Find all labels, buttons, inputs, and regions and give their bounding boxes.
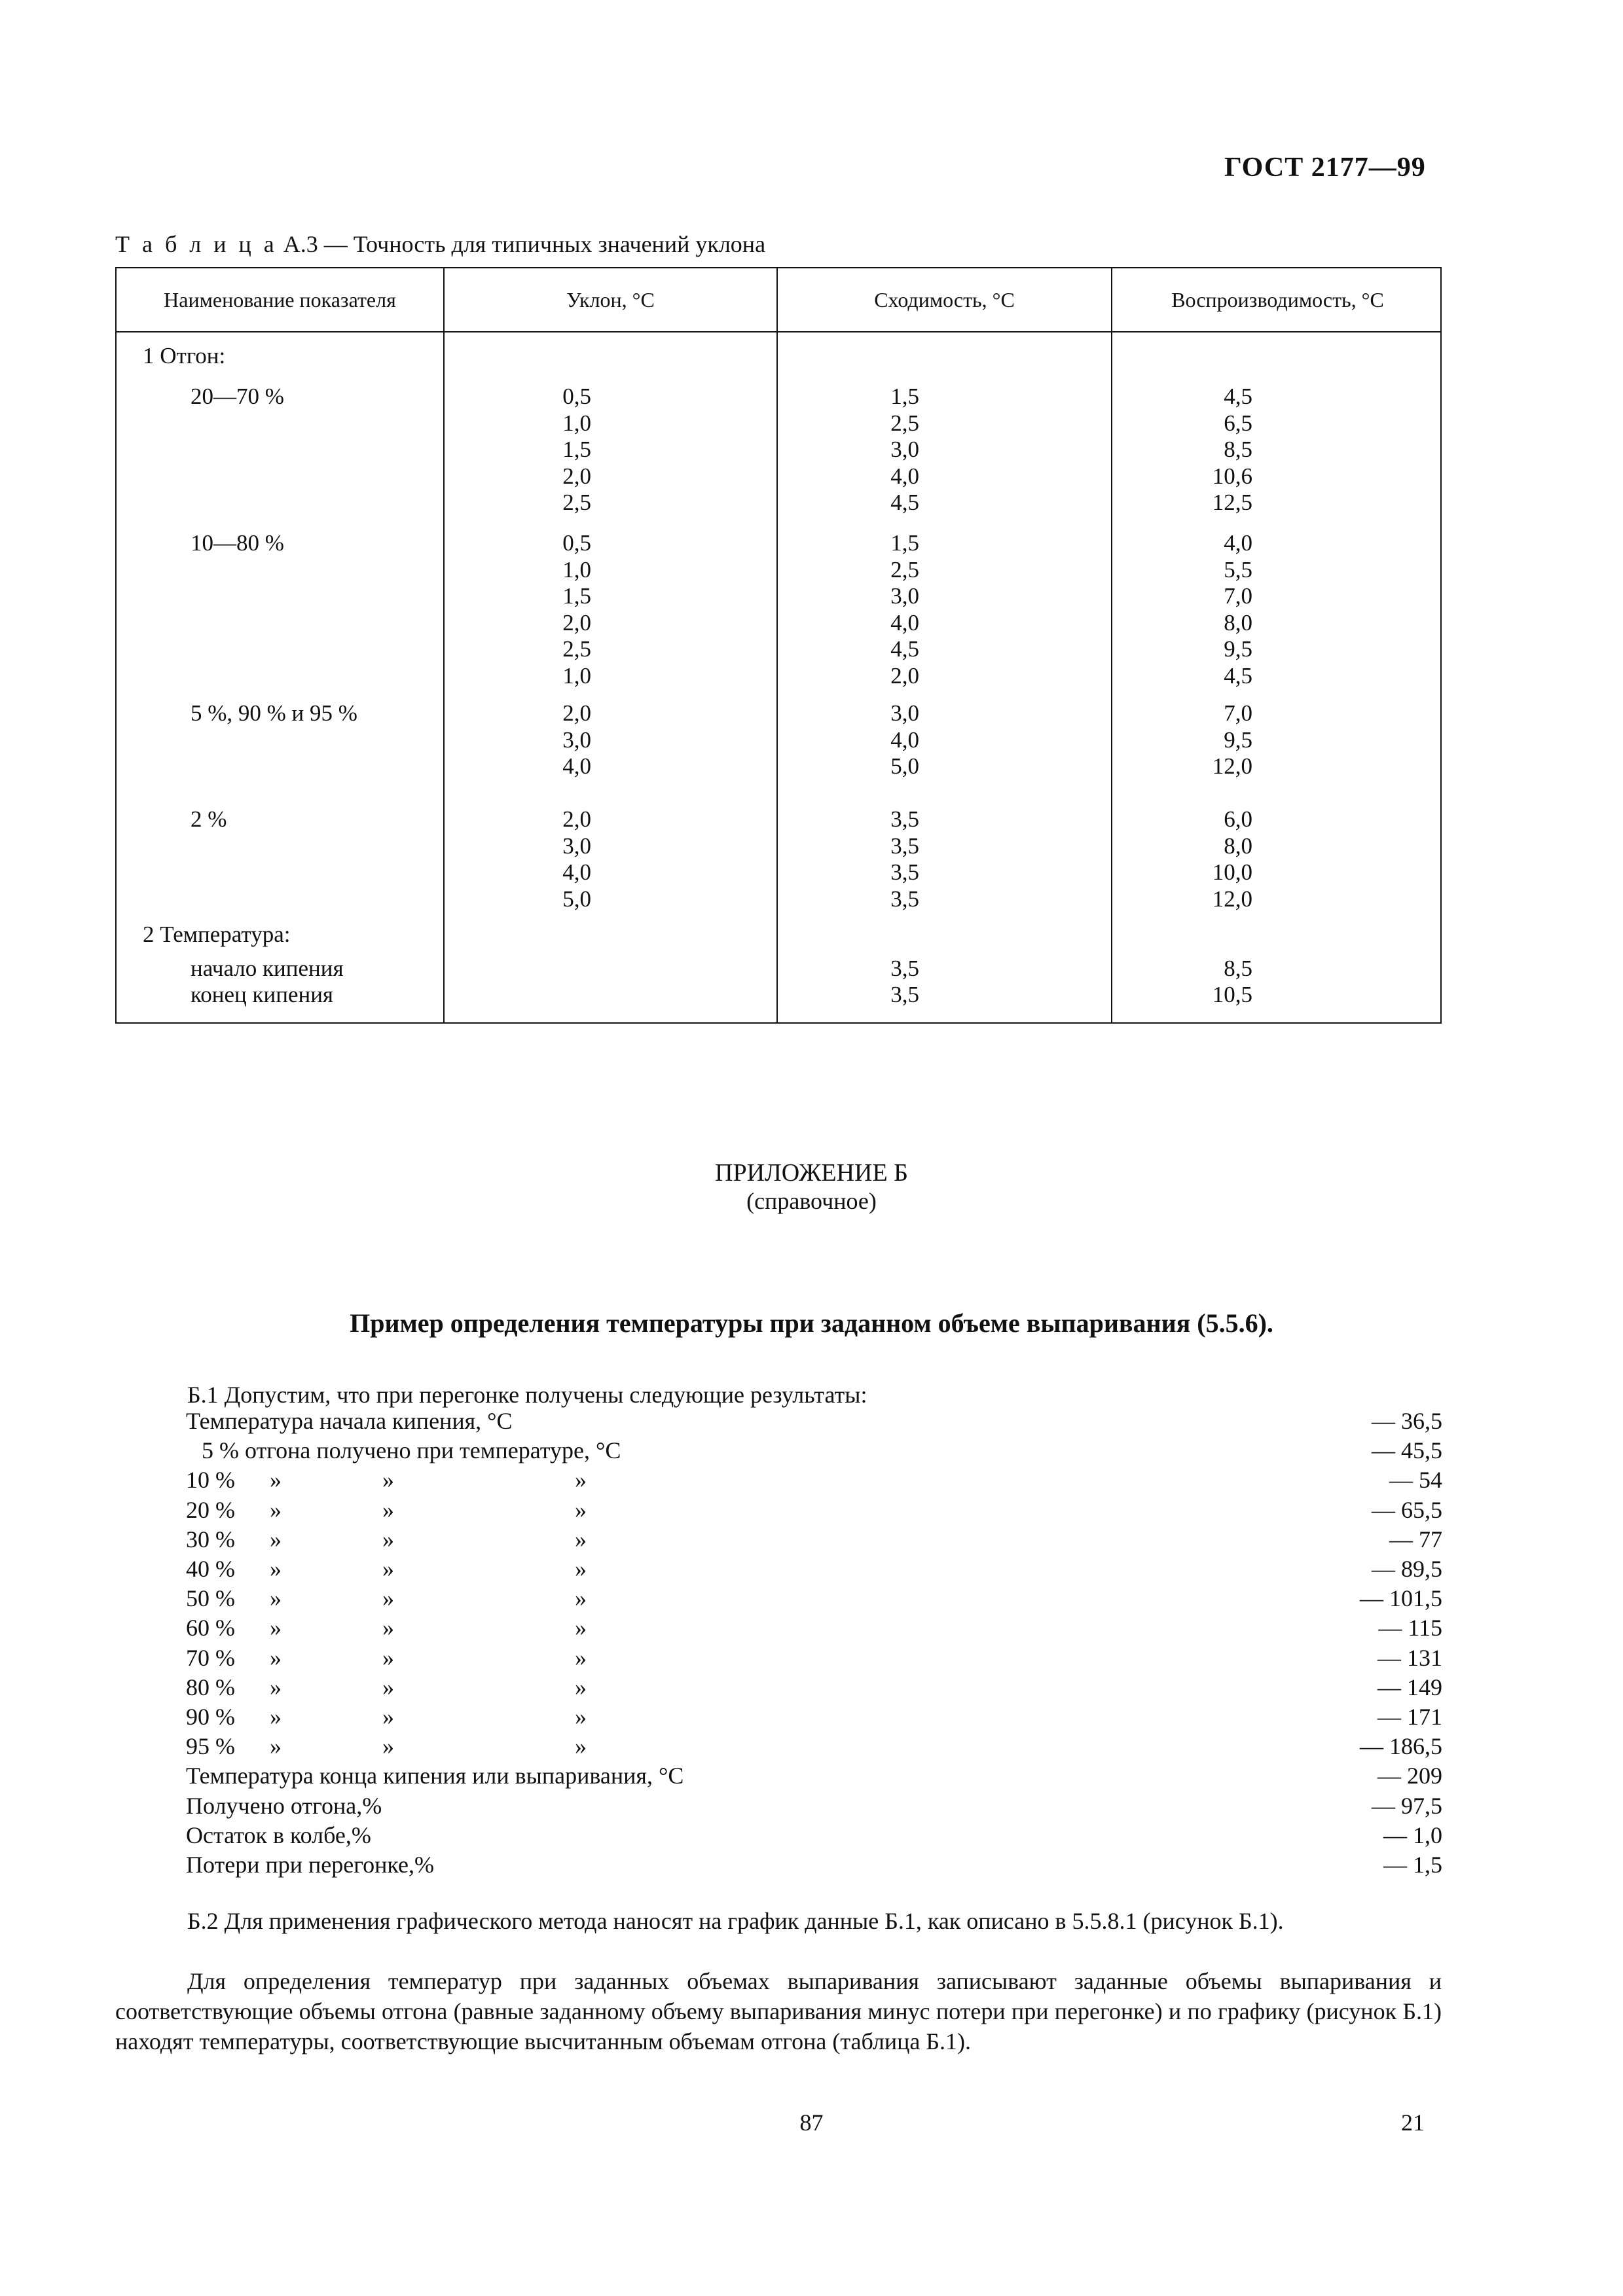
result-row: [0, 1792, 1623, 1822]
table-cell: 2,0: [562, 700, 591, 726]
result-value: — 131: [1377, 1644, 1442, 1671]
table-cell: 3,5: [890, 956, 919, 981]
result-row: [0, 1644, 1623, 1674]
ditto-mark: »: [382, 1615, 394, 1641]
appendix-subtitle: (справочное): [746, 1188, 877, 1214]
ditto-mark: »: [270, 1733, 282, 1760]
group-label: 5 %, 90 % и 95 %: [191, 700, 357, 726]
result-value: — 54: [1389, 1467, 1442, 1494]
appendix-title: ПРИЛОЖЕНИЕ Б: [715, 1159, 908, 1187]
table-cell: 9,5: [1224, 726, 1252, 753]
accuracy-table: [115, 267, 1442, 1024]
values-rep: [749, 700, 919, 780]
section-distillate: 1 Отгон:: [143, 343, 226, 368]
temp-row-label: конец кипения: [191, 982, 334, 1007]
values-slope: [421, 806, 591, 912]
table-cell: 7,0: [1224, 583, 1252, 609]
values-slope: [421, 700, 591, 780]
table-cell: 4,0: [890, 726, 919, 753]
table-cell: 4,5: [1224, 384, 1252, 409]
result-value: — 36,5: [1372, 1408, 1442, 1434]
table-cell: 5,0: [562, 886, 591, 912]
table-caption-text: А.3 — Точность для типичных значений уклона: [277, 231, 766, 257]
ditto-mark: »: [575, 1585, 587, 1612]
result-label: 50 %: [186, 1585, 235, 1612]
result-label: 95 %: [186, 1733, 235, 1760]
result-value: — 171: [1377, 1704, 1442, 1730]
table-cell: 4,0: [890, 609, 919, 636]
table-cell: 3,5: [890, 886, 919, 912]
example-title: Пример определения температуры при заданном объеме выпаривания (5.5.6).: [350, 1308, 1273, 1338]
ditto-mark: »: [270, 1615, 282, 1641]
table-cell: 1,5: [890, 384, 919, 409]
values-repro: [1082, 530, 1252, 689]
table-caption-prefix: Т а б л и ц а: [115, 231, 278, 257]
table-cell: 4,0: [890, 463, 919, 489]
table-cell: 1,5: [890, 530, 919, 556]
ditto-mark: »: [382, 1585, 394, 1612]
ditto-mark: »: [575, 1526, 587, 1552]
ditto-mark: »: [270, 1674, 282, 1700]
result-row: [0, 1703, 1623, 1733]
result-row: [0, 1674, 1623, 1704]
table-cell: 3,0: [890, 583, 919, 609]
ditto-mark: »: [575, 1496, 587, 1523]
group-label: 2 %: [191, 806, 227, 832]
table-cell: 8,0: [1224, 609, 1252, 636]
table-cell: 2,0: [562, 609, 591, 636]
result-row: [0, 1614, 1623, 1644]
result-label: 60 %: [186, 1615, 235, 1641]
table-cell: 0,5: [562, 530, 591, 556]
table-cell: 4,0: [562, 753, 591, 779]
result-value: — 209: [1377, 1763, 1442, 1789]
table-cell: 0,5: [562, 384, 591, 409]
table-cell: 3,5: [890, 982, 919, 1007]
values-slope: [421, 384, 591, 516]
table-cell: 8,5: [1224, 437, 1252, 462]
result-value: — 45,5: [1372, 1437, 1442, 1464]
table-cell: 1,5: [562, 437, 591, 462]
result-row: [0, 1555, 1623, 1585]
result-value: — 97,5: [1372, 1792, 1442, 1819]
table-cell: 2,0: [562, 806, 591, 832]
result-value: — 149: [1377, 1674, 1442, 1700]
ditto-mark: »: [270, 1585, 282, 1612]
result-label: Потери при перегонке,%: [186, 1852, 434, 1878]
table-cell: 12,0: [1212, 753, 1252, 779]
result-row: [0, 1466, 1623, 1496]
ditto-mark: »: [575, 1556, 587, 1582]
values-repro: [1082, 700, 1252, 780]
result-value: — 186,5: [1360, 1733, 1442, 1760]
result-row: [0, 1851, 1623, 1881]
result-label: Температура начала кипения, °С: [186, 1408, 513, 1434]
table-cell: 2,5: [890, 410, 919, 436]
result-value: — 101,5: [1360, 1585, 1442, 1612]
group-label: 10—80 %: [191, 530, 284, 556]
table-cell: 2,0: [890, 662, 919, 689]
result-label: 70 %: [186, 1644, 235, 1671]
ditto-mark: »: [382, 1733, 394, 1760]
table-cell: 1,0: [562, 410, 591, 436]
table-cell: 5,0: [890, 753, 919, 779]
result-row: [0, 1585, 1623, 1615]
result-label: 5 % отгона получено при температуре, °С: [202, 1437, 621, 1464]
values-rep: [749, 384, 919, 516]
table-cell: 1,0: [562, 556, 591, 583]
table-cell: 6,5: [1224, 410, 1252, 436]
result-row: [0, 1821, 1623, 1852]
col-header-name: Наименование показателя: [164, 287, 396, 312]
values-repro: [1082, 806, 1252, 912]
ditto-mark: »: [270, 1704, 282, 1730]
table-cell: 12,5: [1212, 490, 1252, 515]
page-number-center: 87: [799, 2109, 824, 2136]
ditto-mark: »: [382, 1467, 394, 1494]
table-cell: 2,5: [562, 490, 591, 515]
ditto-mark: »: [270, 1556, 282, 1582]
result-row: [0, 1437, 1623, 1467]
ditto-mark: »: [575, 1615, 587, 1641]
ditto-mark: »: [270, 1496, 282, 1523]
results-intro: Б.1 Допустим, что при перегонке получены следующие результаты:: [187, 1382, 867, 1408]
table-cell: 8,0: [1224, 833, 1252, 859]
table-caption: [115, 230, 765, 258]
table-cell: 2,5: [890, 556, 919, 583]
ditto-mark: »: [575, 1674, 587, 1700]
result-label: Получено отгона,%: [186, 1792, 382, 1819]
table-cell: 3,5: [890, 806, 919, 832]
table-cell: 4,5: [890, 636, 919, 662]
table-cell: 3,0: [562, 833, 591, 859]
table-cell: 1,0: [562, 662, 591, 689]
col-header-repeatability: Сходимость, °С: [874, 287, 1015, 312]
table-cell: 8,5: [1224, 956, 1252, 981]
result-label: Температура конца кипения или выпаривания, °С: [186, 1763, 684, 1789]
result-label: 10 %: [186, 1467, 235, 1494]
ditto-mark: »: [575, 1467, 587, 1494]
table-cell: 4,5: [1224, 662, 1252, 689]
col-header-slope: Уклон, °С: [566, 287, 655, 312]
temp-row-label: начало кипения: [191, 956, 344, 981]
values-repro: [1082, 384, 1252, 516]
table-cell: 4,0: [562, 859, 591, 885]
result-label: 30 %: [186, 1526, 235, 1552]
table-cell: 10,0: [1212, 859, 1252, 885]
table-cell: 2,0: [562, 463, 591, 489]
table-cell: 9,5: [1224, 636, 1252, 662]
ditto-mark: »: [382, 1644, 394, 1671]
page-number-right: 21: [1401, 2109, 1425, 2136]
ditto-mark: »: [270, 1467, 282, 1494]
paragraph-b2: Б.2 Для применения графического метода наносят на график данные Б.1, как описано в 5.5.8.1 (рисунок Б.1).: [187, 1908, 1284, 1934]
ditto-mark: »: [270, 1526, 282, 1552]
table-cell: 4,5: [890, 490, 919, 515]
ditto-mark: »: [382, 1556, 394, 1582]
table-cell: 4,0: [1224, 530, 1252, 556]
result-value: — 1,0: [1383, 1821, 1442, 1848]
table-cell: 3,5: [890, 833, 919, 859]
table-cell: 1,5: [562, 583, 591, 609]
result-row: [0, 1732, 1623, 1763]
section-temperature: 2 Температура:: [143, 922, 291, 947]
ditto-mark: »: [575, 1644, 587, 1671]
table-cell: 12,0: [1212, 886, 1252, 912]
values-rep: [749, 530, 919, 689]
result-label: 80 %: [186, 1674, 235, 1700]
paragraph-b3: Для определения температур при заданных объемах выпаривания записывают заданные объемы выпаривания и соответствующие объемы отгона (равные заданному объему выпаривания минус потери при перегонке) и по графику (рисунок Б.1) находят температуры, соответствующие высчитанным объемам отгона (таблица Б.1).: [115, 1968, 1442, 2054]
ditto-mark: »: [382, 1526, 394, 1552]
values-slope: [421, 530, 591, 689]
ditto-mark: »: [382, 1704, 394, 1730]
ditto-mark: »: [575, 1704, 587, 1730]
ditto-mark: »: [575, 1733, 587, 1760]
result-label: Остаток в колбе,%: [186, 1821, 371, 1848]
result-row: [0, 1496, 1623, 1526]
result-row: [0, 1407, 1623, 1437]
table-cell: 10,6: [1212, 463, 1252, 489]
table-cell: 3,0: [562, 726, 591, 753]
group-label: 20—70 %: [191, 384, 284, 409]
result-value: — 65,5: [1372, 1496, 1442, 1523]
result-row: [0, 1762, 1623, 1792]
table-cell: 3,0: [890, 437, 919, 462]
table-cell: 5,5: [1224, 556, 1252, 583]
table-cell: 6,0: [1224, 806, 1252, 832]
result-value: — 77: [1389, 1526, 1442, 1552]
result-label: 40 %: [186, 1556, 235, 1582]
result-value: — 89,5: [1372, 1556, 1442, 1582]
col-header-reproducibility: Воспроизводимость, °С: [1171, 287, 1384, 312]
table-cell: 3,5: [890, 859, 919, 885]
table-cell: 3,0: [890, 700, 919, 726]
ditto-mark: »: [382, 1496, 394, 1523]
ditto-mark: »: [382, 1674, 394, 1700]
result-label: 20 %: [186, 1496, 235, 1523]
table-cell: 7,0: [1224, 700, 1252, 726]
result-label: 90 %: [186, 1704, 235, 1730]
values-rep: [749, 806, 919, 912]
result-row: [0, 1526, 1623, 1556]
result-value: — 115: [1378, 1615, 1442, 1641]
table-cell: 2,5: [562, 636, 591, 662]
table-cell: 10,5: [1212, 982, 1252, 1007]
ditto-mark: »: [270, 1644, 282, 1671]
result-value: — 1,5: [1383, 1852, 1442, 1878]
document-code: ГОСТ 2177—99: [1224, 152, 1426, 183]
